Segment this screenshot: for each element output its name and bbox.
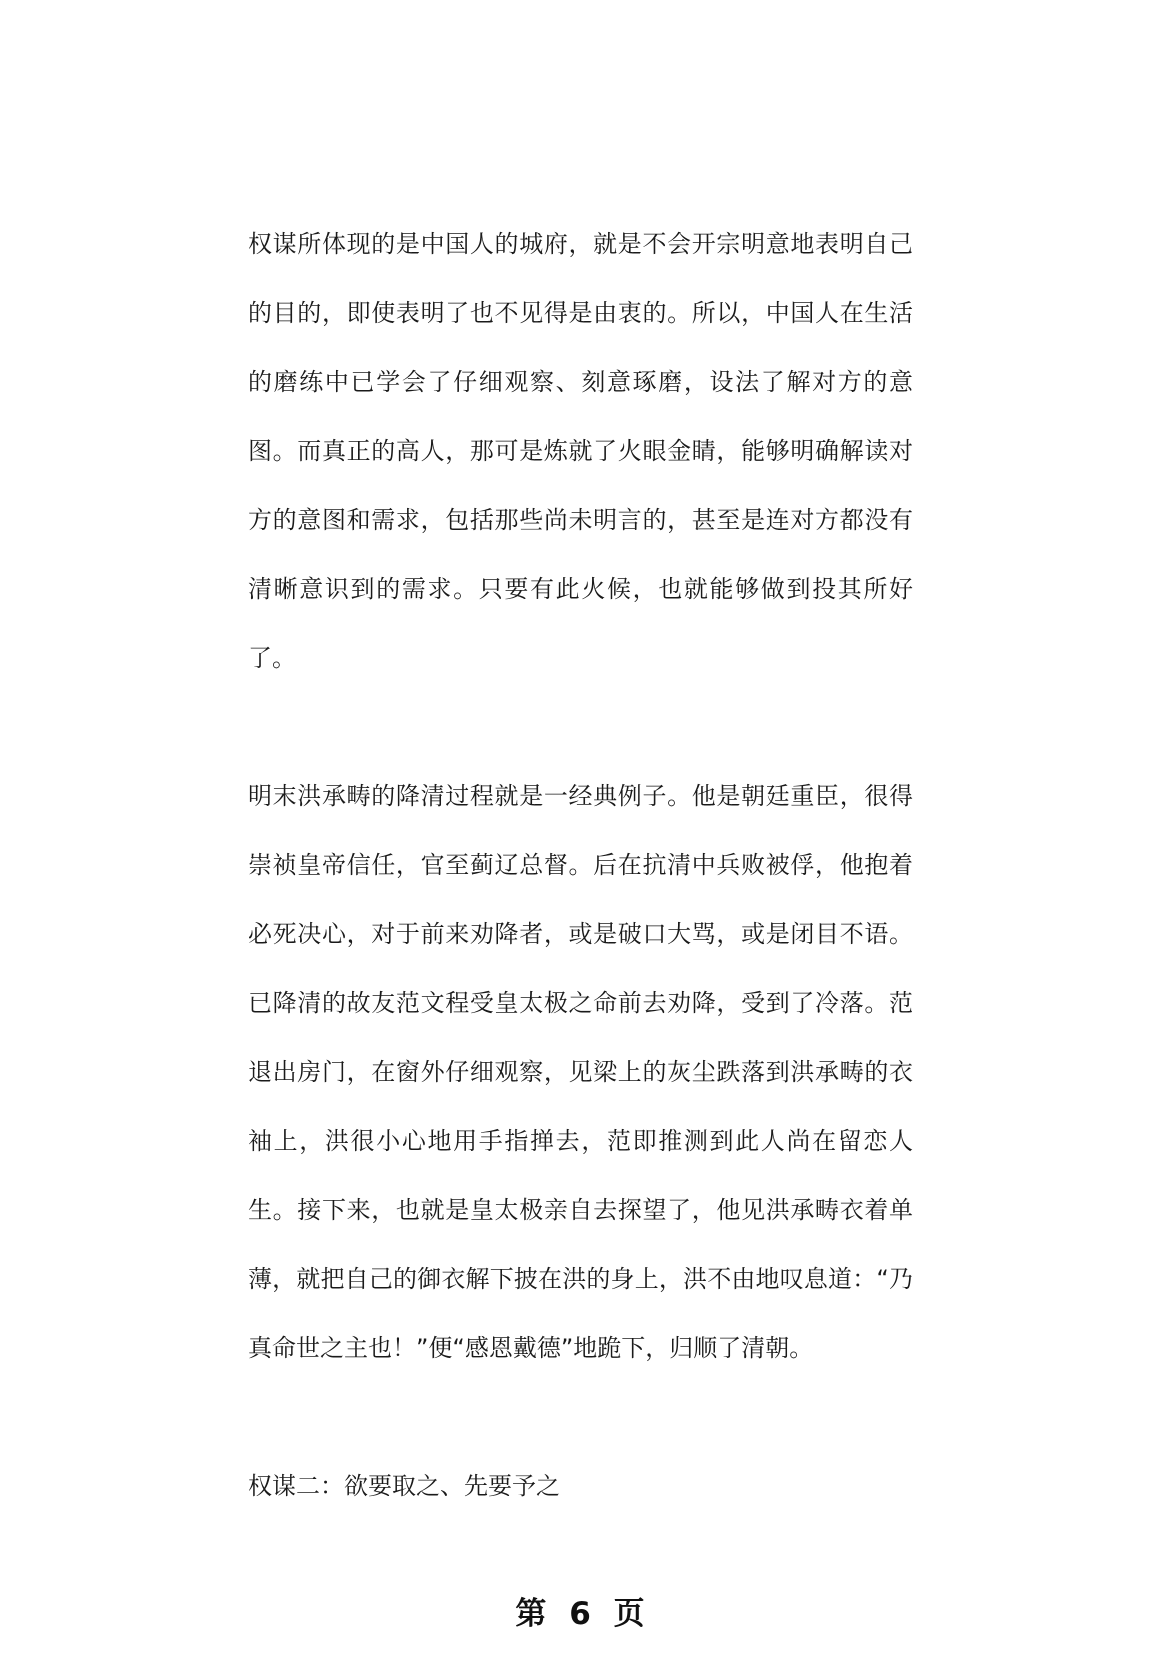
paragraph-1: 权谋所体现的是中国人的城府，就是不会开宗明意地表明自己的目的，即使表明了也不见得是由衷的。所以，中国人在生活的磨练中已学会了仔细观察、刻意琢磨，设法了解对方的意图。而真正的高人，那可是炼就了火眼金睛，能够明确解读对方的意图和需求，包括那些尚未明言的，甚至是连对方都没有清晰意识到的需求。只要有此火候，也就能够做到投其所好了。 [248,230,913,672]
section-heading: 权谋二：欲要取之、先要予之 [248,1472,560,1500]
page-content [248,210,913,1521]
paragraph-2: 明末洪承畴的降清过程就是一经典例子。他是朝廷重臣，很得崇祯皇帝信任，官至蓟辽总督。后在抗清中兵败被俘，他抱着必死决心，对于前来劝降者，或是破口大骂，或是闭目不语。已降清的故友范文程受皇太极之命前去劝降，受到了冷落。范退出房门，在窗外仔细观察，见梁上的灰尘跌落到洪承畴的衣袖上，洪很小心地用手指掸去，范即推测到此人尚在留恋人生。接下来，也就是皇太极亲自去探望了，他见洪承畴衣着单薄，就把自己的御衣解下披在洪的身上，洪不由地叹息道：“乃真命世之主也！”便“感恩戴德”地跪下，归顺了清朝。 [248,782,913,1362]
page-number: 第 6 页 [515,1596,651,1632]
